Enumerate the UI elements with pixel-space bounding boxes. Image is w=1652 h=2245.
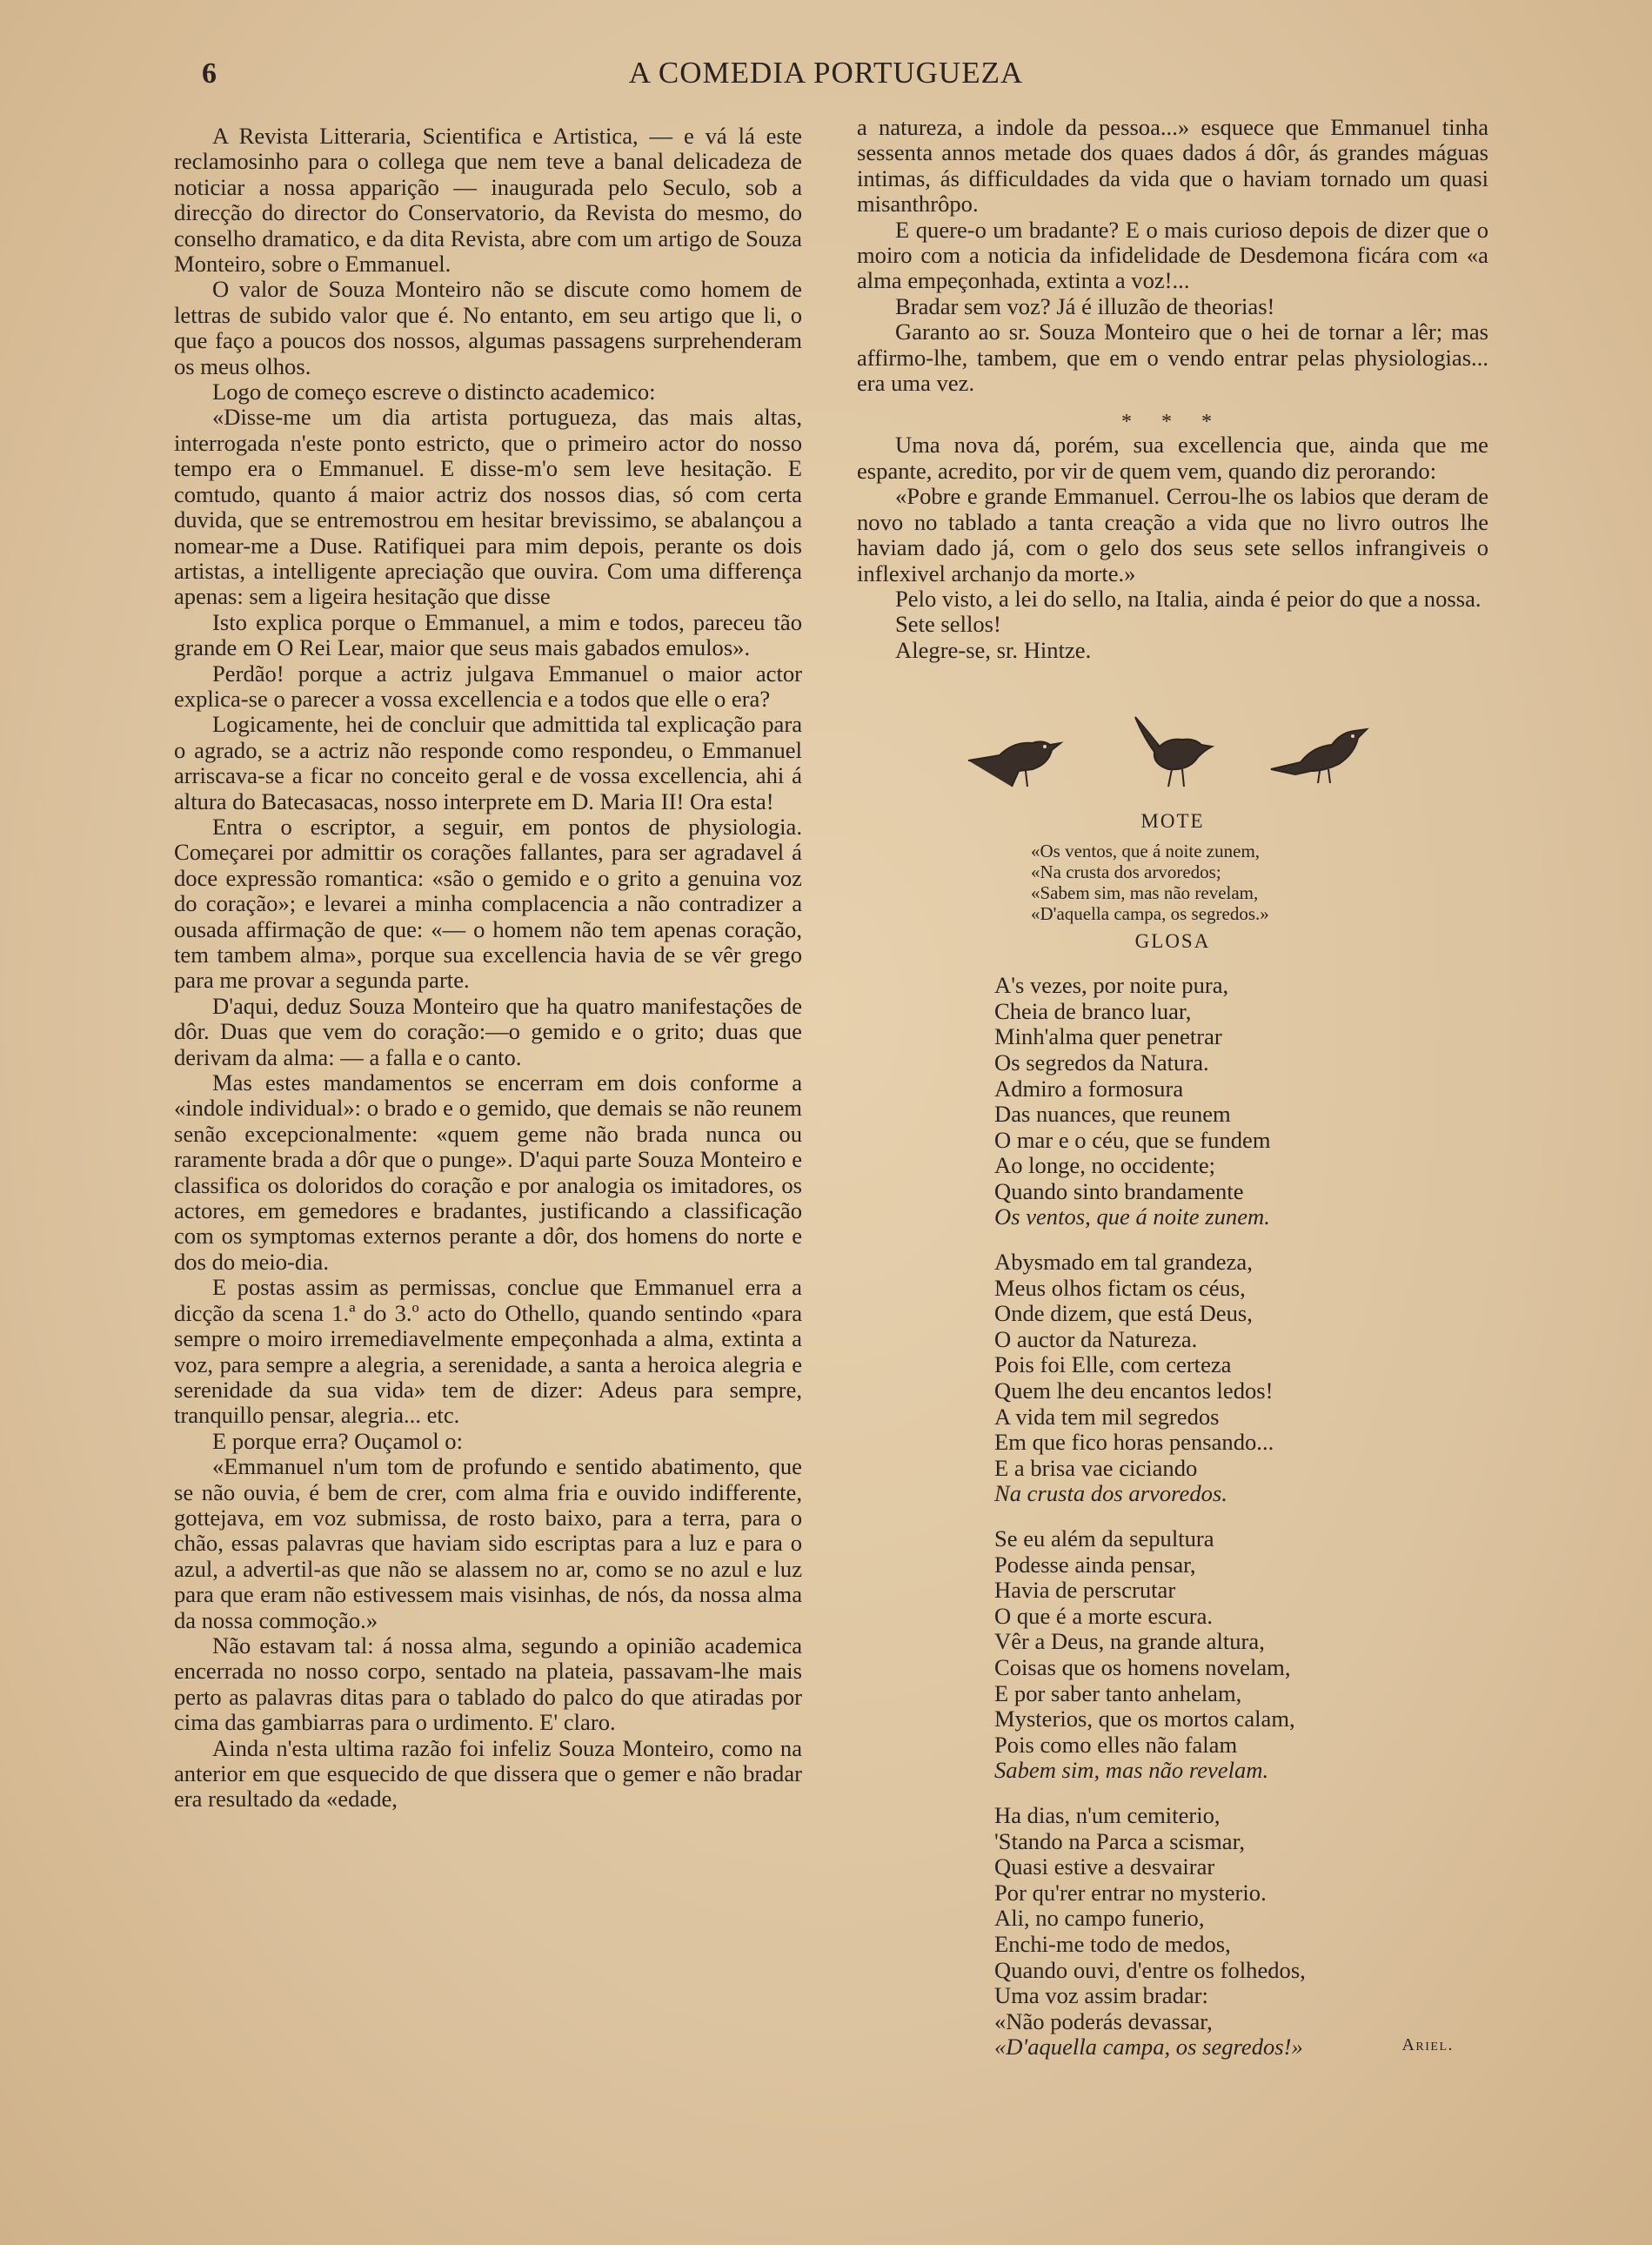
mote (1031, 841, 1488, 924)
article-paragraph: «Disse-me um dia artista portugueza, das mais altas, interrogada n'este ponto estricto, que o primeiro actor do nosso tempo era o Emmanuel. E disse-m'o sem leve hesitação. E comtudo, quanto á maior actriz dos nossos dias, só com certa duvida, que se entremostrou em hesitar brevissimo, se abalançou a nomear-me a Duse. Ratifiquei para mim depois, perante os dois artistas, a intelligente apreciação que ouvira. Com uma differença apenas: sem a ligeira hesitação que disse (174, 404, 802, 610)
poem-line: Coisas que os homens novelam, (994, 1653, 1291, 1680)
article-paragraph: E porque erra? Ouçamol o: (212, 1427, 463, 1454)
article-paragraph: Uma nova dá, porém, sua excellencia que, ainda que me espante, acredito, por vir de quem vem, quando diz perorando: (857, 432, 1488, 484)
poem-line: Quasi estive a desvairar (994, 1853, 1215, 1880)
poem-line: Uma voz assim bradar: (994, 1982, 1208, 2009)
left-column (174, 124, 802, 1813)
author-signature: Ariel. (1401, 2035, 1454, 2055)
poem-line: Podesse ainda pensar, (994, 1551, 1196, 1578)
article-paragraph: Entra o escriptor, a seguir, em pontos de physiologia. Começarei por admittir os corações fallantes, para ser agradavel á doce expressão romantica: «são o gemido e o grito a genuina voz do coração»; e levarei a minha complacencia a não contradizer a ousada affirmação de que: «— o homem não tem apenas coração, tem tambem alma», porque sua excellencia havia de se vêr grego para me provar a segunda parte. (174, 813, 802, 994)
poem-line: A vida tem mil segredos (994, 1403, 1220, 1430)
birds-illustration (965, 703, 1374, 790)
article-paragraph: Pelo visto, a lei do sello, na Italia, ainda é peior do que a nossa. (895, 585, 1481, 612)
poem-line: Quem lhe deu encantos ledos! (994, 1377, 1274, 1404)
poem-stanza (994, 1250, 1488, 1507)
poem-line: O mar e o céu, que se fundem (994, 1126, 1271, 1153)
article-paragraph: Bradar sem voz? Já é illuzão de theorias! (895, 292, 1275, 319)
article-paragraph: Garanto ao sr. Souza Monteiro que o hei de tornar a lêr; mas affirmo-lhe, tambem, que em o vendo entrar pelas physiologias... era uma vez. (857, 318, 1488, 397)
article-paragraph: Isto explica porque o Emmanuel, a mim e todos, pareceu tão grande em O Rei Lear, maior que seus mais gabados emulos». (174, 608, 802, 661)
poem-line: Os segredos da Natura. (994, 1049, 1209, 1076)
poem-line: Enchi-me todo de medos, (994, 1930, 1231, 1957)
article-paragraph: Perdão! porque a actriz julgava Emmanuel o maior actor explica-se o parecer a vossa excellencia e a todos que elle o era? (174, 660, 802, 712)
thrush-icon (1269, 720, 1374, 790)
poem-line: Vêr a Deus, na grande altura, (994, 1628, 1265, 1655)
article-paragraph: E quere-o um bradante? E o mais curioso depois de dizer que o moiro com a noticia da infidelidade de Desdemona ficára com «a alma empeçonhada, extinta a voz!... (857, 216, 1488, 294)
poem-line: Quando sinto brandamente (994, 1177, 1244, 1204)
mote-line: «D'aquella campa, os segredos.» (1031, 903, 1269, 925)
poem-line: «Não poderás devassar, (994, 2007, 1213, 2034)
article-paragraph: Logicamente, hei de concluir que admittida tal explicação para o agrado, se a actriz não responde como respondeu, o Emmanuel arriscava-se a ficar no conceito geral e de vossa excellencia, ahi á altura do Batecasacas, nosso interprete em D. Maria II! Ora esta! (174, 711, 802, 814)
poem-line: E por saber tanto anhelam, (994, 1679, 1242, 1706)
article-paragraph: a natureza, a indole da pessoa...» esquece que Emmanuel tinha sessenta annos metade dos quaes dados á dôr, ás grandes máguas intimas, ás difficuldades da vida que o haviam tornado um quasi misanthrôpo. (857, 114, 1488, 218)
poem-line: Meus olhos fictam os céus, (994, 1274, 1246, 1301)
wren-icon (1121, 712, 1217, 790)
poem-line: Cheia de branco luar, (994, 997, 1192, 1024)
article-paragraph: D'aqui, deduz Souza Monteiro que ha quatro manifestações de dôr. Duas que vem do coração:—o gemido e o grito; duas que derivam da alma: — a falla e o canto. (174, 992, 802, 1070)
article-paragraph: Logo de começo escreve o distincto academico: (212, 379, 656, 405)
poem-line: Por qu'rer entrar no mysterio. (994, 1879, 1267, 1906)
poem-last-line-text: «D'aquella campa, os segredos!» (994, 2034, 1303, 2061)
poem-line: Admiro a formosura (994, 1075, 1184, 1102)
poem-line: Das nuances, que reunem (994, 1101, 1231, 1128)
article-paragraph: A Revista Litteraria, Scientifica e Artistica, — e vá lá este reclamosinho para o collega que nem teve a banal delicadeza de noticiar a nossa apparição — inaugurada pelo Seculo, sob a direcção do director do Conservatorio, da Revista do mesmo, do conselho dramatico, e da dita Revista, abre com um artigo de Souza Monteiro, sobre o Emmanuel. (174, 123, 802, 278)
poem-line: Ali, no campo funerio, (994, 1905, 1205, 1932)
poem-line: Onde dizem, que está Deus, (994, 1300, 1253, 1327)
article-paragraph: «Pobre e grande Emmanuel. Cerrou-lhe os labios que deram de novo no tablado a tanta creação a vida que no livro outros lhe haviam dado já, com o gelo dos seus sete sellos infrangiveis o inflexivel archanjo da morte.» (857, 483, 1488, 586)
poem-line: Mysterios, que os mortos calam, (994, 1706, 1295, 1732)
poem-line (994, 2034, 1488, 2061)
bird-icon (965, 720, 1069, 790)
poem-line: O auctor da Natureza. (994, 1325, 1198, 1352)
article-paragraph: E postas assim as permissas, conclue que Emmanuel erra a dicção da scena 1.ª do 3.º acto do Othello, quando sentindo «para sempre o moiro irremediavelmente empeçonhada a alma, extinta a voz, para sempre a alegria, a serenidade, a santa a heroica alegria e serenidade da sua vida» tem de dizer: Adeus para sempre, tranquillo pensar, alegria... etc. (174, 1274, 802, 1429)
poem-line: Sabem sim, mas não revelam. (994, 1757, 1269, 1784)
running-head: A COMEDIA PORTUGUEZA (628, 56, 1024, 90)
poem-line: Minh'alma quer penetrar (994, 1023, 1222, 1050)
poem-line: Se eu além da sepultura (994, 1525, 1214, 1551)
poem-line: Quando ouvi, d'entre os folhedos, (994, 1956, 1306, 1983)
poem-line: Em que fico horas pensando... (994, 1429, 1274, 1456)
article-paragraph: Ainda n'esta ultima razão foi infeliz Souza Monteiro, como na anterior em que esquecido de que dissera que o gemer e não bradar era resultado da «edade, (174, 1734, 802, 1813)
poem-line: Havia de perscrutar (994, 1577, 1176, 1604)
poem-stanza (994, 1803, 1488, 2061)
poem-line: Abysmado em tal grandeza, (994, 1249, 1253, 1276)
mote-title: MOTE (1140, 810, 1205, 833)
mote-line: «Os ventos, que á noite zunem, (1031, 841, 1261, 862)
mote-line: «Na crusta dos arvoredos; (1031, 861, 1221, 883)
poem-line: Ao longe, no occidente; (994, 1152, 1216, 1179)
article-paragraph: Alegre-se, sr. Hintze. (895, 636, 1092, 663)
poem-stanza (994, 973, 1488, 1230)
article-paragraph: O valor de Souza Monteiro não se discute como homem de lettras de subido valor que é. No entanto, em seu artigo que li, o que faço a poucos dos nossos, algumas passagens surprehenderam os meus olhos. (174, 276, 802, 379)
poem-line: Na crusta dos arvoredos. (994, 1480, 1227, 1507)
page-number: 6 (202, 57, 217, 90)
poem-line: Pois como elles não falam (994, 1731, 1238, 1758)
poem-line: A's vezes, por noite pura, (994, 972, 1229, 999)
right-column (857, 115, 1488, 2061)
poem-stanza (994, 1526, 1488, 1784)
section-separator: * * * (1121, 411, 1224, 434)
poem-line: 'Stando na Parca a scismar, (994, 1827, 1246, 1854)
poem-line: E a brisa vae ciciando (994, 1454, 1198, 1481)
poem-line: O que é a morte escura. (994, 1602, 1214, 1629)
poem-line: Ha dias, n'um cemiterio, (994, 1801, 1221, 1828)
article-paragraph: Não estavam tal: á nossa alma, segundo a opinião academica encerrada no nosso corpo, sentado na plateia, passavam-lhe mais perto as palavras ditas para o tablado do palco do que atiradas por cima das gambiarras para o urdimento. E' claro. (174, 1632, 802, 1736)
article-paragraph: Sete sellos! (895, 611, 1001, 638)
article-paragraph: Mas estes mandamentos se encerram em dois conforme a «indole individual»: o brado e o gemido, que demais se não reunem senão excepcionalmente: «quem geme não brada nunca ou raramente brada a dôr que o punge». D'aqui parte Souza Monteiro e classifica os doloridos do coração e por analogia os imitadores, os actores, em gemedores e bradantes, justificando a classificação com os symptomas externos perante a dôr, dos homens do norte e dos do meio-dia. (174, 1069, 802, 1275)
article-paragraph: «Emmanuel n'um tom de profundo e sentido abatimento, que se não ouvia, é bem de crer, com alma fria e ouvido indifferente, gottejava, em voz submissa, de rosto baixo, para a terra, para o chão, essas palavras que haviam sido escriptas para a luz e para o azul, a advertil-as que não se alassem no ar, como se no azul e luz para que eram não estivessem mais visinhas, de nós, da nossa alma da nossa commoção.» (174, 1453, 802, 1633)
poem-line: Os ventos, que á noite zunem. (994, 1203, 1270, 1230)
mote-line: «Sabem sim, mas não revelam, (1031, 882, 1259, 904)
poem-line: Pois foi Elle, com certeza (994, 1351, 1232, 1378)
glosa-title: GLOSA (1134, 930, 1211, 953)
